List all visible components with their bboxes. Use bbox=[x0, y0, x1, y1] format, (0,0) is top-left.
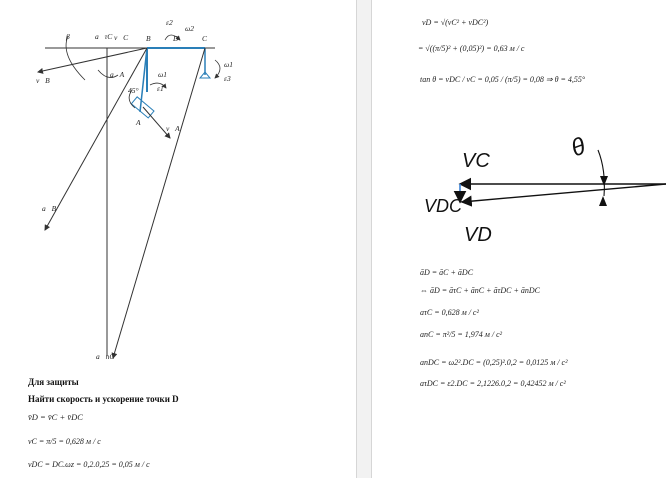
page-divider bbox=[356, 0, 372, 478]
label-vdc-vector: VDC bbox=[424, 196, 463, 216]
theta-arrow-bottom bbox=[599, 196, 607, 206]
label-ab: a⃗B bbox=[42, 204, 57, 213]
label-theta: θ bbox=[567, 132, 590, 163]
label-d: D bbox=[173, 34, 179, 43]
vector-vd-line bbox=[462, 184, 666, 202]
label-vd-vector: VD bbox=[464, 224, 492, 246]
equation-ad-sum: āD = āC + āDC bbox=[420, 268, 474, 277]
vector-vb bbox=[38, 48, 147, 72]
equation-vd-magnitude: vD = √(vC² + vDC²) bbox=[422, 18, 489, 27]
heading-defense: Для защиты bbox=[28, 377, 79, 387]
label-vb: v⃗B bbox=[36, 76, 50, 85]
equation-ad-expanded: ⇔ āD = āτC + ānC + āτDC + ānDC bbox=[420, 286, 540, 295]
label-vc: v⃗C bbox=[114, 33, 129, 42]
vector-ab bbox=[45, 48, 147, 230]
velocity-vector-diagram bbox=[372, 0, 666, 478]
equation-vd-value: = √((π/5)² + (0,05)²) = 0,63 м / с bbox=[418, 44, 525, 53]
arc-omega1-c bbox=[215, 60, 220, 78]
label-vc-vector: VC bbox=[462, 150, 490, 172]
label-eps3: ε3 bbox=[224, 74, 231, 83]
equation-adc-n: anDC = ω2².DC = (0,25)².0,2 = 0,0125 м / с² bbox=[420, 358, 568, 367]
label-c: C bbox=[202, 34, 208, 43]
right-page bbox=[372, 0, 666, 478]
label-eps2: ε2 bbox=[166, 18, 173, 27]
label-aa: a⃗A bbox=[110, 70, 125, 79]
label-eps1: ε1 bbox=[157, 84, 164, 93]
label-a: A bbox=[136, 118, 141, 127]
label-omega1-top: ω1 bbox=[224, 60, 234, 69]
label-45: 45° bbox=[128, 86, 139, 95]
label-beta: β bbox=[66, 32, 70, 41]
vector-acn bbox=[113, 48, 205, 358]
equation-ac-n: anC = π²/5 = 1,974 м / с² bbox=[420, 330, 503, 339]
equation-tan-theta: tan θ = vDC / vC = 0,05 / (π/5) = 0,08 ⇒ θ = 4,55° bbox=[420, 75, 586, 84]
label-b: B bbox=[146, 34, 151, 43]
equation-vd-sum: v̄D = v̄C + v̄DC bbox=[28, 412, 83, 422]
label-omega1-mid: ω1 bbox=[158, 70, 168, 79]
vector-va bbox=[143, 107, 170, 138]
heading-task: Найти скорость и ускорение точки D bbox=[28, 394, 179, 404]
arc-beta bbox=[66, 36, 85, 80]
equation-ac-tau: aτC = 0,628 м / с² bbox=[420, 308, 479, 317]
equation-vdc: vDC = DC.ωz = 0,2.0,25 = 0,05 м / с bbox=[28, 460, 150, 469]
label-ac-tau: a⃗τC bbox=[95, 32, 113, 41]
equation-adc-tau: aτDC = ε2.DC = 2,1226.0,2 = 0,42452 м / с² bbox=[420, 379, 566, 388]
label-acn: a⃗nC bbox=[96, 352, 115, 361]
label-va: v⃗A bbox=[166, 124, 180, 133]
equation-vc: vC = π/5 = 0,628 м / с bbox=[28, 437, 101, 446]
label-omega2: ω2 bbox=[185, 24, 195, 33]
